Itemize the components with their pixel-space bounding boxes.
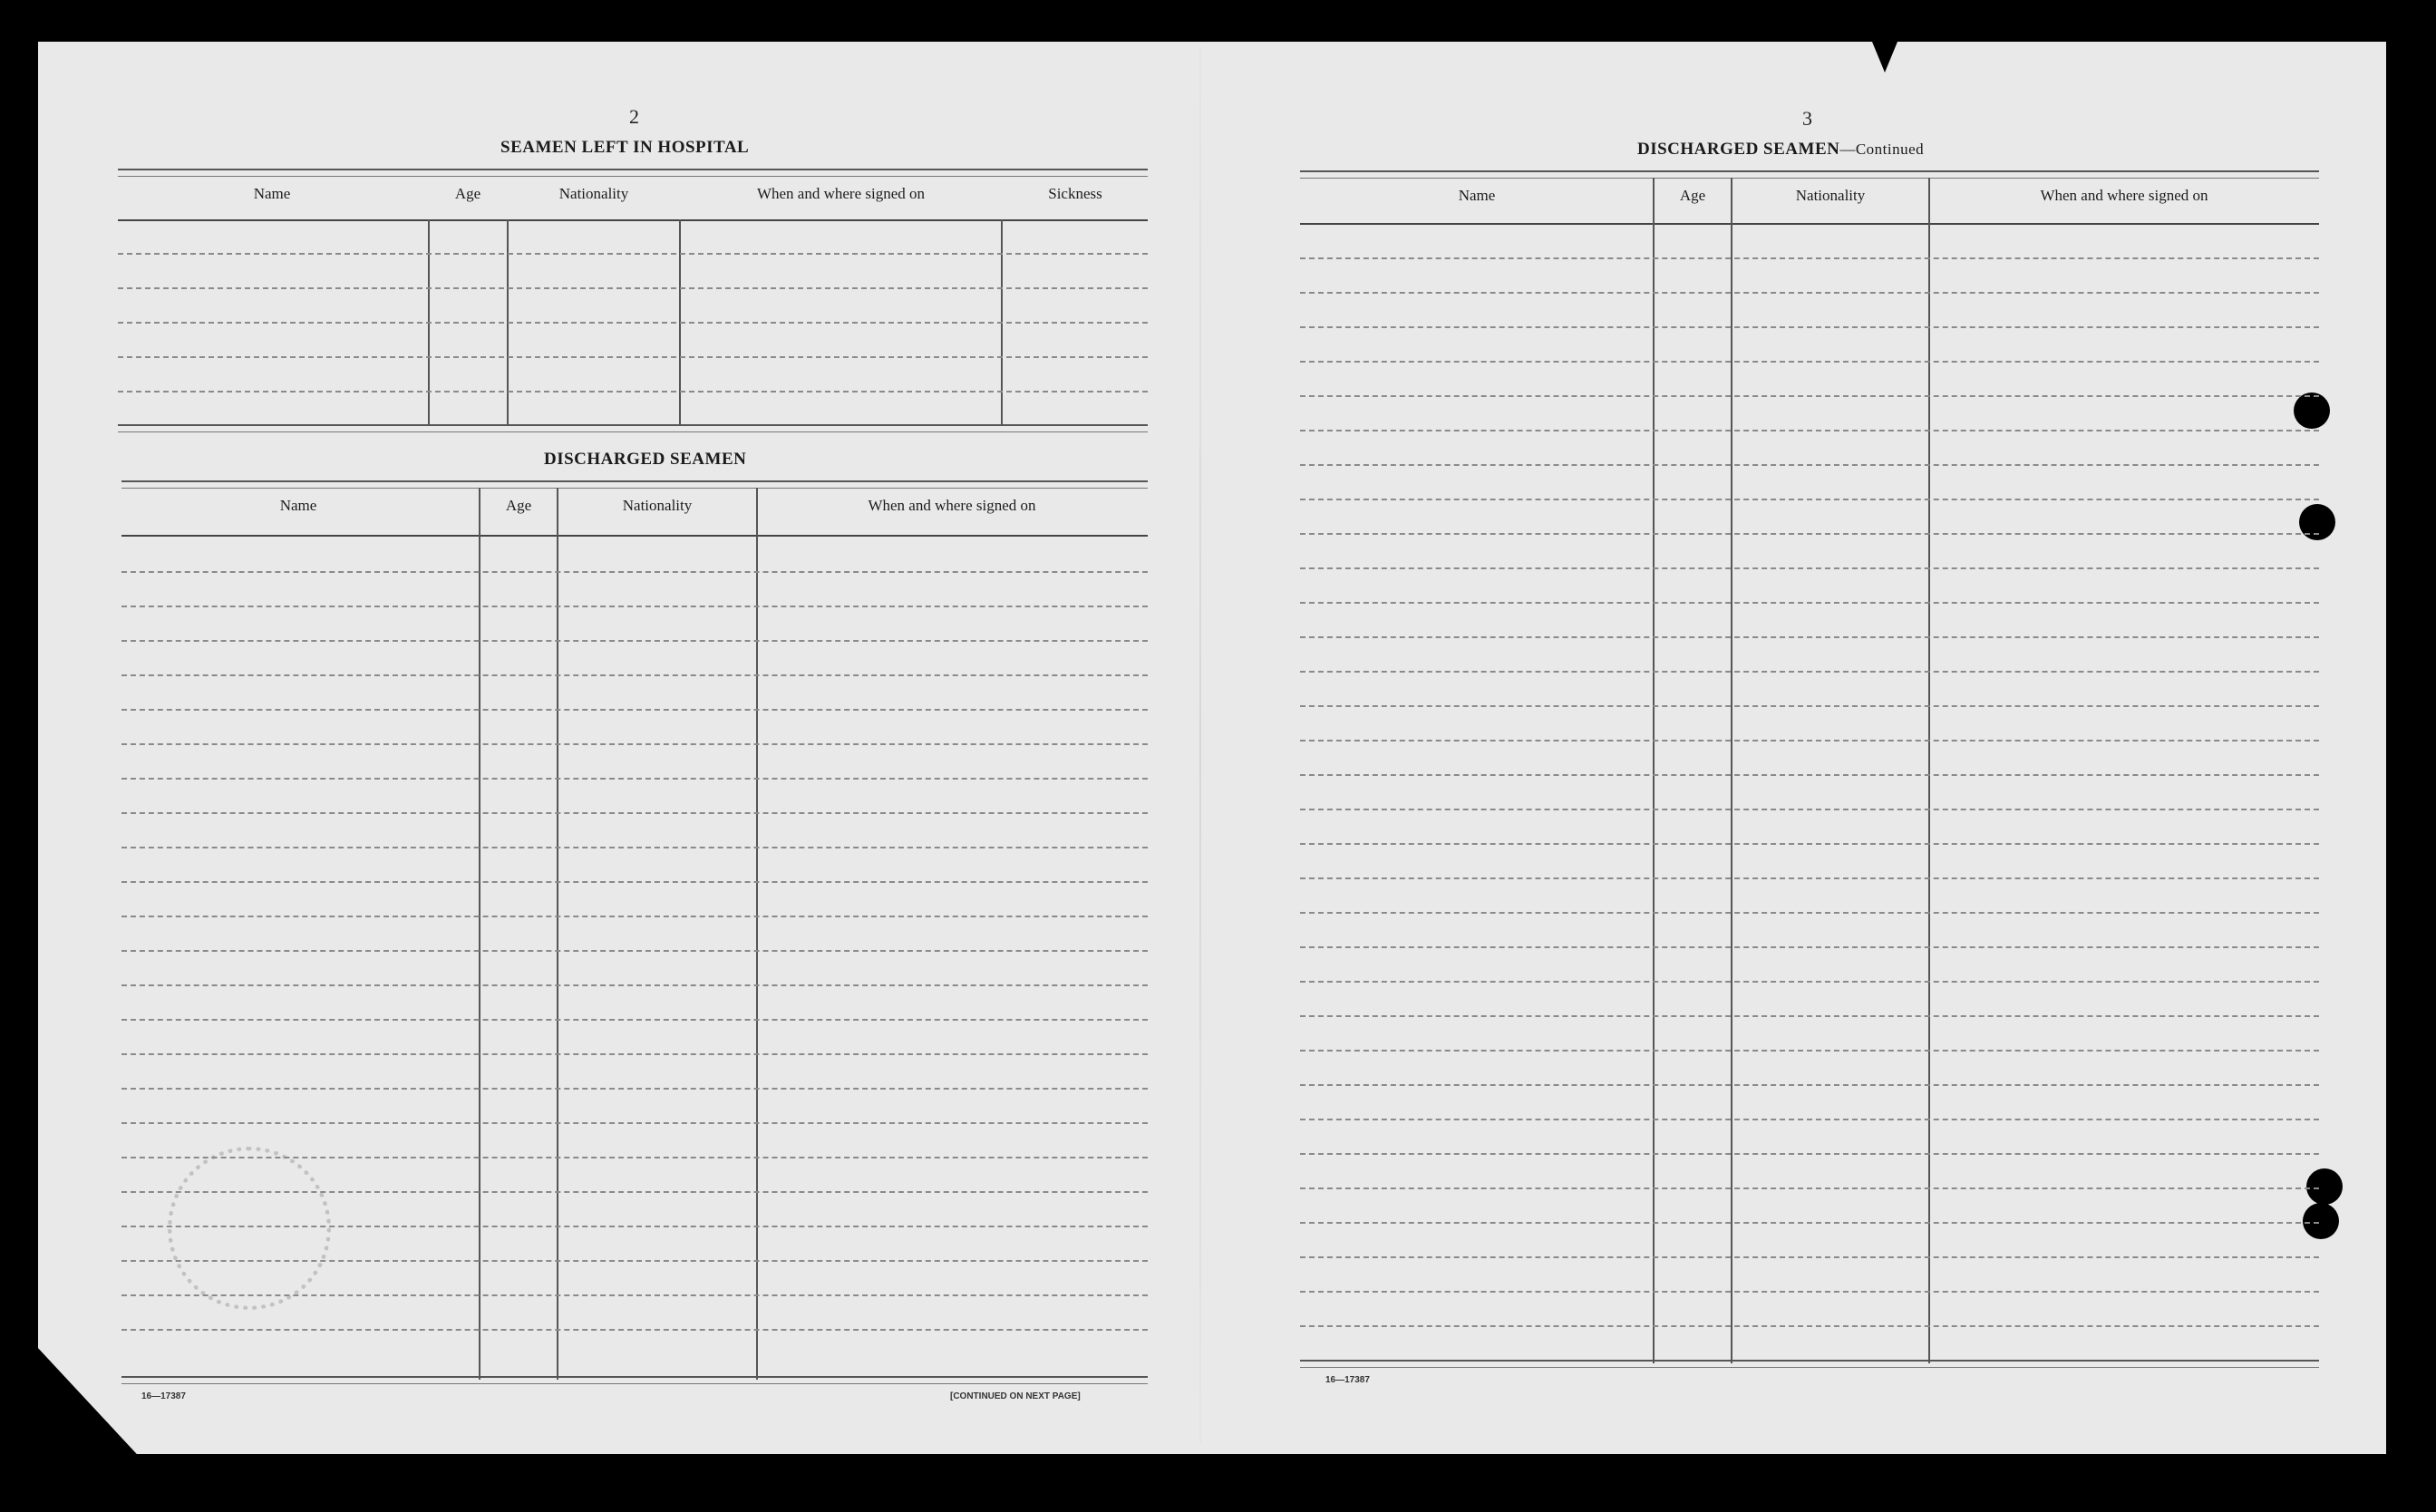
table-row [121,950,1148,952]
table-row [1300,1050,2319,1052]
table-row [1300,1291,2319,1293]
table-row [121,778,1148,780]
table-row [118,287,1148,289]
hospital-section-title: SEAMEN LEFT IN HOSPITAL [500,138,750,157]
table-row [1300,740,2319,741]
discharged-cont-col-nationality: Nationality [1795,187,1866,204]
table-row [1300,1084,2319,1086]
table-row [121,1191,1148,1193]
table-row [1300,602,2319,604]
hospital-col-nationality: Nationality [558,185,629,202]
table-row [121,1053,1148,1055]
continued-note: [CONTINUED ON NEXT PAGE] [950,1391,1081,1401]
discharged-section-title: DISCHARGED SEAMEN [544,450,747,469]
hospital-col-age: Age [454,185,481,202]
hospital-col-sickness: Sickness [1048,185,1102,202]
table-row [1300,533,2319,535]
table-row [1300,430,2319,431]
discharged-table-right [1300,170,2319,1365]
discharged-table-left [121,480,1148,1381]
table-row [1300,257,2319,259]
discharged-col-name: Name [279,497,317,514]
table-row [1300,843,2319,845]
table-row [121,1019,1148,1021]
table-row [1300,1119,2319,1120]
discharged-cont-col-name: Name [1458,187,1496,204]
discharged-cont-col-age: Age [1679,187,1706,204]
discharged-cont-col-signed-on: When and where signed on [2040,187,2208,204]
hospital-col-signed-on: When and where signed on [756,185,926,202]
table-row [1300,464,2319,466]
discharged-col-nationality: Nationality [622,497,693,514]
table-row [1300,395,2319,397]
table-row [121,640,1148,642]
table-row [121,606,1148,607]
table-row [118,356,1148,358]
table-row [121,847,1148,848]
form-number-left: 16—17387 [141,1391,186,1401]
table-row [1300,912,2319,914]
table-row [1300,671,2319,673]
page-fold [1199,47,1201,1443]
paper-notch [1872,42,1897,73]
table-row [1300,981,2319,983]
table-row [1300,292,2319,294]
table-row [121,743,1148,745]
table-row [121,1122,1148,1124]
table-row [1300,705,2319,707]
table-row [1300,946,2319,948]
table-row [1300,326,2319,328]
table-row [1300,809,2319,810]
hospital-col-name: Name [253,185,291,202]
continued-suffix: —Continued [1839,141,1925,158]
table-row [1300,361,2319,363]
table-row [121,709,1148,711]
table-row [1300,567,2319,569]
table-row [1300,1015,2319,1017]
table-row [1300,1222,2319,1224]
table-row [121,1294,1148,1296]
table-row [121,984,1148,986]
discharged-col-signed-on: When and where signed on [868,497,1036,514]
table-row [1300,774,2319,776]
table-row [1300,1187,2319,1189]
table-row [1300,499,2319,500]
table-row [1300,1325,2319,1327]
table-row [121,916,1148,917]
table-row [121,812,1148,814]
form-number-right: 16—17387 [1325,1375,1370,1385]
table-row [121,1329,1148,1331]
discharged-continued-title-main: DISCHARGED SEAMEN [1637,140,1840,159]
table-row [121,1226,1148,1227]
table-row [118,391,1148,393]
table-row [1300,877,2319,879]
table-row [121,674,1148,676]
hospital-table [118,169,1148,428]
table-row [121,1260,1148,1262]
table-row [118,253,1148,255]
table-row [118,322,1148,324]
table-row [121,881,1148,883]
discharged-continued-title [1637,140,1924,160]
table-row [1300,1153,2319,1155]
table-row [1300,636,2319,638]
table-row [121,1157,1148,1158]
table-row [1300,1256,2319,1258]
page-number-left: 2 [629,105,639,128]
table-row [121,571,1148,573]
table-row [121,1088,1148,1090]
page-number-right: 3 [1802,107,1812,130]
discharged-col-age: Age [505,497,532,514]
